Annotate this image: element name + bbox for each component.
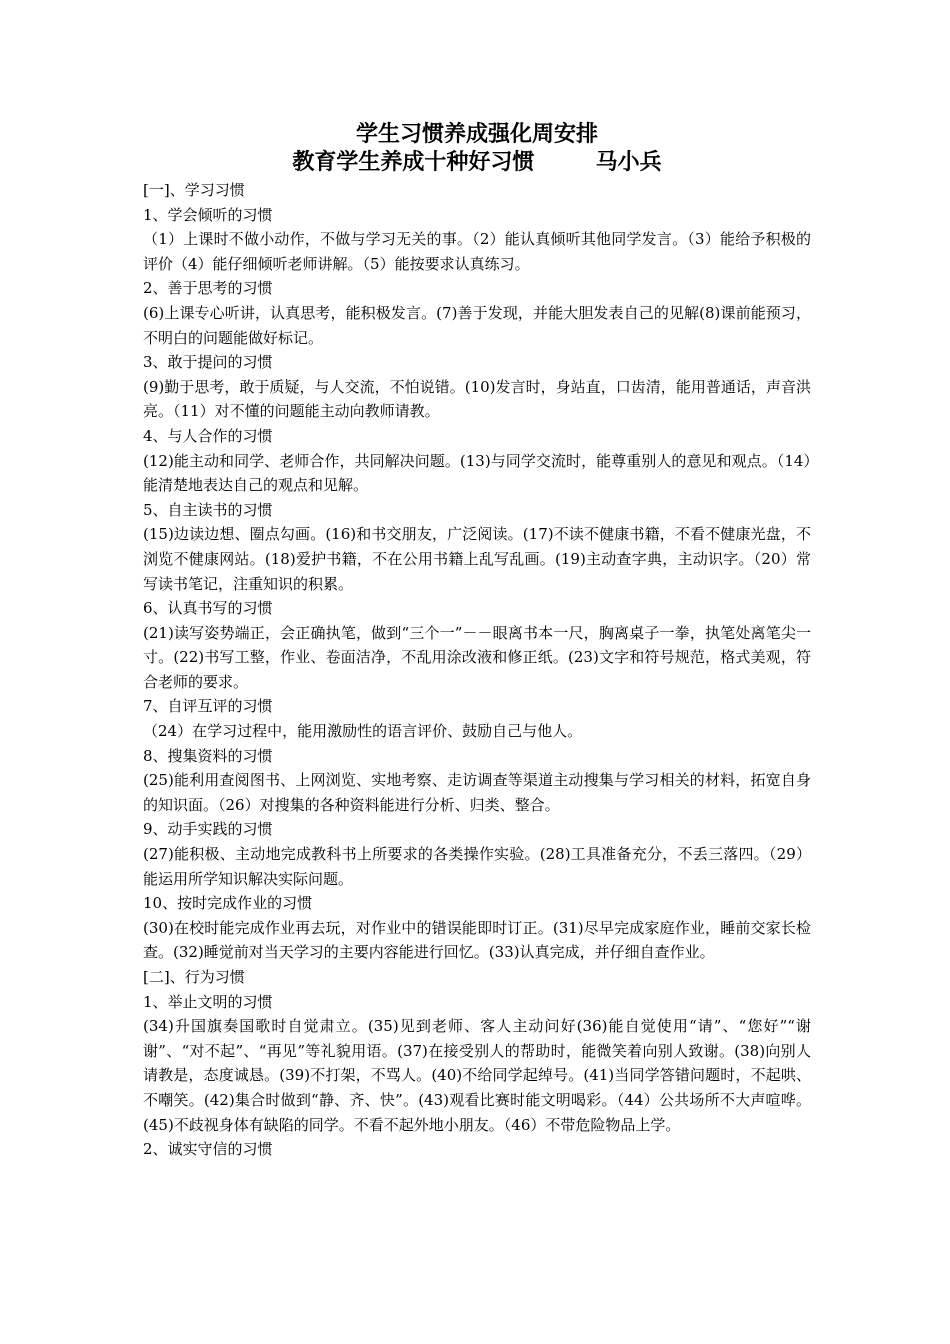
section-paragraph: (15)边读边想、圈点勾画。(16)和书交朋友，广泛阅读。(17)不读不健康书籍，不看不健康光盘，不浏览不健康网站。(18)爱护书籍，不在公用书籍上乱写乱画。(19)主动查字典，主动识字。（20）常写读书笔记，注重知识的积累。 bbox=[143, 525, 811, 593]
document-subtitle: 教育学生养成十种好习惯 马小兵 bbox=[292, 149, 662, 175]
document-body bbox=[143, 178, 811, 1162]
section-paragraph: (12)能主动和同学、老师合作，共同解决问题。(13)与同学交流时，能尊重别人的意见和观点。（14）能清楚地表达自己的观点和见解。 bbox=[143, 451, 811, 495]
section-paragraph: (21)读写姿势端正，会正确执笔，做到“三个一”－－眼离书本一尺，胸离桌子一拳，执笔处离笔尖一寸。(22)书写工整，作业、卷面洁净，不乱用涂改液和修正纸。(23)文字和符号规范，格式美观，符合老师的要求。 bbox=[143, 623, 811, 691]
section-heading: 8、搜集资料的习惯 bbox=[143, 746, 273, 765]
section-heading: 5、自主读书的习惯 bbox=[143, 500, 273, 519]
section-paragraph: (6)上课专心听讲，认真思考，能积极发言。(7)善于发现，并能大胆发表自己的见解(8)课前能预习，不明白的问题能做好标记。 bbox=[143, 303, 811, 347]
section-heading: [一]、学习习惯 bbox=[143, 181, 245, 199]
section-heading: [二]、行为习惯 bbox=[143, 968, 245, 986]
document-page bbox=[143, 120, 811, 1162]
section-heading: 7、自评互评的习惯 bbox=[143, 697, 273, 716]
section-paragraph: (25)能利用查阅图书、上网浏览、实地考察、走访调查等渠道主动搜集与学习相关的材料，拓宽自身的知识面。（26）对搜集的各种资料能进行分析、归类、整合。 bbox=[143, 771, 811, 814]
document-title: 学生习惯养成强化周安排 bbox=[355, 121, 598, 147]
section-heading: 2、诚实守信的习惯 bbox=[143, 1140, 273, 1159]
section-paragraph: （24）在学习过程中，能用激励性的语言评价、鼓励自己与他人。 bbox=[143, 722, 583, 741]
section-heading: 1、学会倾听的习惯 bbox=[143, 205, 273, 224]
section-paragraph: (27)能积极、主动地完成教科书上所要求的各类操作实验。(28)工具准备充分，不丢三落四。（29）能运用所学知识解决实际问题。 bbox=[143, 845, 811, 888]
section-paragraph: (9)勤于思考，敢于质疑，与人交流，不怕说错。(10)发言时，身站直，口齿清，能用普通话，声音洪亮。（11）对不懂的问题能主动向教师请教。 bbox=[143, 377, 811, 421]
section-heading: 2、善于思考的习惯 bbox=[143, 279, 273, 298]
section-heading: 6、认真书写的习惯 bbox=[143, 599, 273, 618]
section-paragraph: (34)升国旗奏国歌时自觉肃立。(35)见到老师、客人主动问好(36)能自觉使用“请”、“您好”“谢谢”、“对不起”、“再见”等礼貌用语。(37)在接受别人的帮助时，能微笑着向别人致谢。(38)向别人请教是，态度诚恳。(39)不打架，不骂人。(40)不给同学起绰号。(41)当同学答错问题时，不起哄、不嘲笑。(42)集合时做到“静、齐、快”。(43)观看比赛时能文明喝彩。（44）公共场所不大声喧哗。(45)不歧视身体有缺陷的同学。不看不起外地小朋友。（46）不带危险物品上学。 bbox=[143, 1017, 811, 1134]
section-heading: 9、动手实践的习惯 bbox=[143, 820, 273, 839]
section-heading: 4、与人合作的习惯 bbox=[143, 426, 273, 445]
section-paragraph: (30)在校时能完成作业再去玩，对作业中的错误能即时订正。(31)尽早完成家庭作业，睡前交家长检查。(32)睡觉前对当天学习的主要内容能进行回忆。(33)认真完成，并仔细自查作业。 bbox=[143, 918, 811, 962]
section-paragraph: （1）上课时不做小动作，不做与学习无关的事。（2）能认真倾听其他同学发言。（3）能给予积极的评价（4）能仔细倾听老师讲解。（5）能按要求认真练习。 bbox=[143, 230, 811, 273]
section-heading: 10、按时完成作业的习惯 bbox=[143, 894, 313, 913]
section-heading: 1、举止文明的习惯 bbox=[143, 992, 273, 1011]
section-heading: 3、敢于提问的习惯 bbox=[143, 353, 273, 372]
